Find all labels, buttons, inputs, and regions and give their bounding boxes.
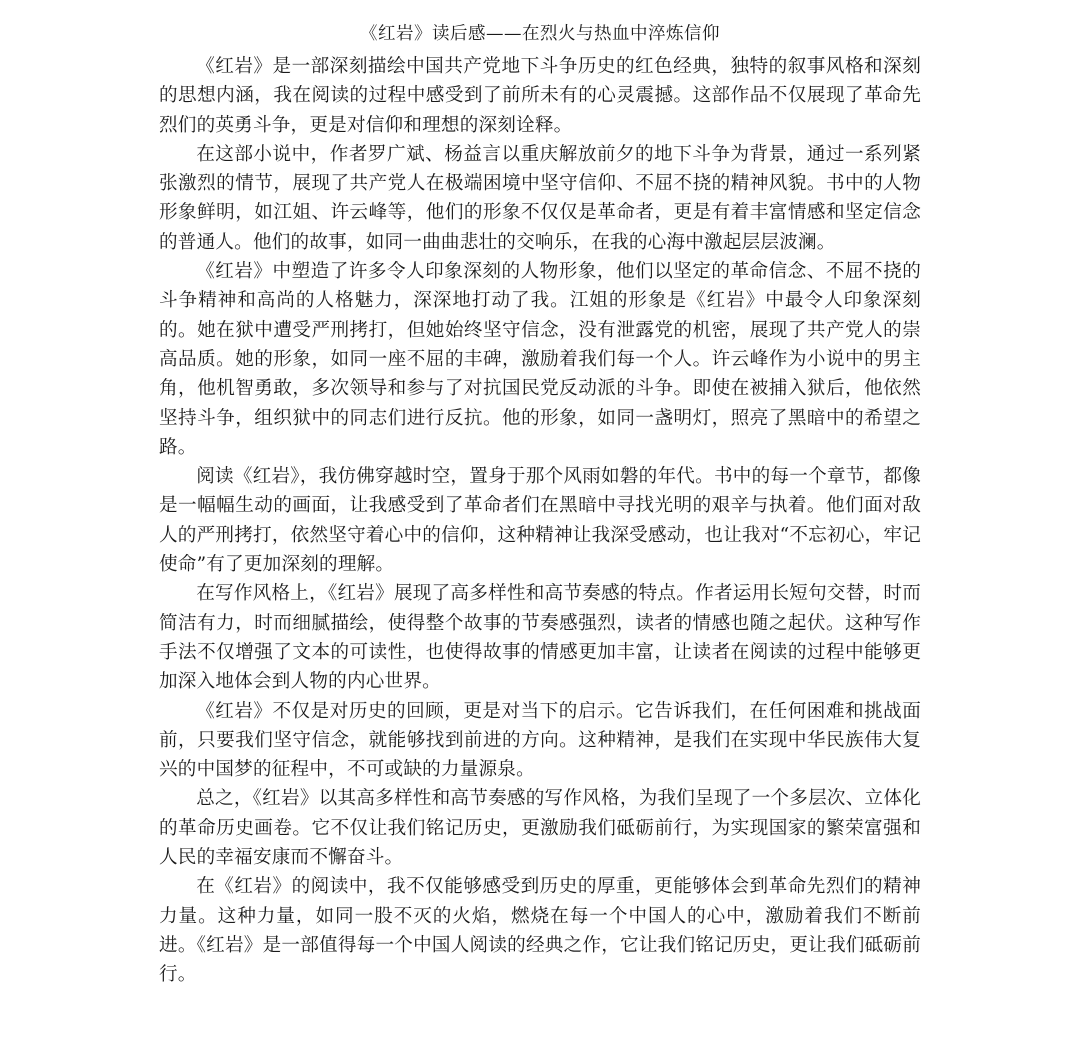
- paragraph-2: 在这部小说中，作者罗广斌、杨益言以重庆解放前夕的地下斗争为背景，通过一系列紧张激烈的情节，展现了共产党人在极端困境中坚守信仰、不屈不挠的精神风貌。书中的人物形象鲜明，如江姐、许云峰等，他们的形象不仅仅是革命者，更是有着丰富情感和坚定信念的普通人。他们的故事，如同一曲曲悲壮的交响乐，在我的心海中激起层层波澜。: [159, 143, 921, 253]
- document-page: [159, 20, 921, 990]
- paragraph-3: 《红岩》中塑造了许多令人印象深刻的人物形象，他们以坚定的革命信念、不屈不挠的斗争精神和高尚的人格魅力，深深地打动了我。江姐的形象是《红岩》中最令人印象深刻的。她在狱中遭受严刑拷打，但她始终坚守信念，没有泄露党的机密，展现了共产党人的崇高品质。她的形象，如同一座不屈的丰碑，激励着我们每一个人。许云峰作为小说中的男主角，他机智勇敢，多次领导和参与了对抗国民党反动派的斗争。即使在被捕入狱后，他依然坚持斗争，组织狱中的同志们进行反抗。他的形象，如同一盏明灯，照亮了黑暗中的希望之路。: [159, 261, 921, 458]
- paragraph-4: 阅读《红岩》，我仿佛穿越时空，置身于那个风雨如磐的年代。书中的每一个章节，都像是一幅幅生动的画面，让我感受到了革命者们在黑暗中寻找光明的艰辛与执着。他们面对敌人的严刑拷打，依然坚守着心中的信仰，这种精神让我深受感动，也让我对“不忘初心，牢记使命”有了更加深刻的理解。: [159, 466, 921, 576]
- paragraph-6: 《红岩》不仅是对历史的回顾，更是对当下的启示。它告诉我们，在任何困难和挑战面前，只要我们坚守信念，就能够找到前进的方向。这种精神，是我们在实现中华民族伟大复兴的中国梦的征程中，不可或缺的力量源泉。: [159, 700, 921, 781]
- document-title: 《红岩》读后感——在烈火与热血中淬炼信仰: [360, 24, 720, 44]
- paragraph-1: 《红岩》是一部深刻描绘中国共产党地下斗争历史的红色经典，独特的叙事风格和深刻的思想内涵，我在阅读的过程中感受到了前所未有的心灵震撼。这部作品不仅展现了革命先烈们的英勇斗争，更是对信仰和理想的深刻诠释。: [159, 56, 921, 136]
- paragraph-8: 在《红岩》的阅读中，我不仅能够感受到历史的厚重，更能够体会到革命先烈们的精神力量。这种力量，如同一股不灭的火焰，燃烧在每一个中国人的心中，激励着我们不断前进。《红岩》是一部值得每一个中国人阅读的经典之作，它让我们铭记历史，更让我们砥砺前行。: [159, 876, 921, 986]
- paragraph-7: 总之，《红岩》以其高多样性和高节奏感的写作风格，为我们呈现了一个多层次、立体化的革命历史画卷。它不仅让我们铭记历史，更激励我们砥砺前行，为实现国家的繁荣富强和人民的幸福安康而不懈奋斗。: [159, 788, 921, 869]
- paragraph-5: 在写作风格上，《红岩》展现了高多样性和高节奏感的特点。作者运用长短句交替，时而简洁有力，时而细腻描绘，使得整个故事的节奏感强烈，读者的情感也随之起伏。这种写作手法不仅增强了文本的可读性，也使得故事的情感更加丰富，让读者在阅读的过程中能够更加深入地体会到人物的内心世界。: [159, 583, 921, 693]
